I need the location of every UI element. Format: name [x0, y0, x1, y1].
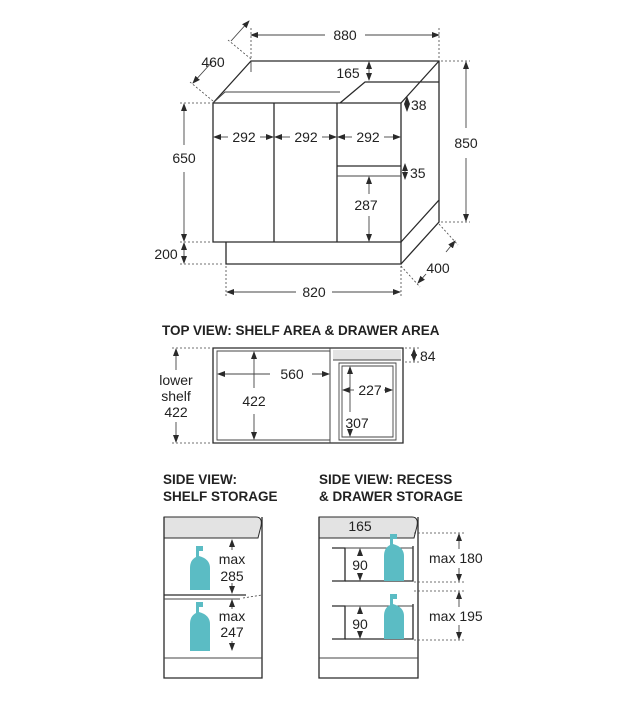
label-650: 650: [172, 150, 196, 166]
label-recess-165: 165: [348, 518, 372, 534]
label-lower-422: 422: [164, 404, 188, 420]
side-shelf-cabinet: [164, 517, 262, 678]
label-560: 560: [280, 366, 304, 382]
label-door-2: 292: [294, 129, 318, 145]
top-view-title: TOP VIEW: SHELF AREA & DRAWER AREA: [162, 323, 440, 338]
label-max-upper: max: [218, 551, 246, 567]
dimension-kick-200: [154, 243, 224, 264]
label-880: 880: [333, 27, 357, 43]
dimension-height-850: [441, 61, 478, 222]
label-307: 307: [345, 415, 369, 431]
dimension-max-180: [414, 533, 483, 582]
dimension-recess-165-side: [348, 518, 372, 534]
label-200: 200: [154, 246, 178, 262]
dimension-shelf-560: [218, 366, 329, 382]
label-84: 84: [420, 348, 436, 364]
side-drawer-title-2: & DRAWER STORAGE: [319, 489, 463, 504]
label-max-180: max 180: [429, 550, 483, 566]
dimension-kick-820: [226, 266, 401, 300]
bottle-icon: [190, 546, 210, 590]
label-door-3: 292: [356, 129, 380, 145]
label-820: 820: [302, 284, 326, 300]
dimension-shelf-422: [242, 352, 266, 439]
dimension-width-880: [251, 27, 439, 58]
dimension-max-247: [219, 600, 245, 650]
dimension-recess-165: [336, 62, 369, 81]
label-shelf: shelf: [161, 388, 191, 404]
dimension-inner-90-lower: [352, 607, 368, 638]
dimension-lower-shelf: [159, 348, 211, 443]
dimension-drawer-gap-35: [405, 164, 426, 181]
side-shelf-title-1: SIDE VIEW:: [163, 472, 238, 487]
label-90-upper: 90: [352, 557, 368, 573]
cabinet-front-view: [213, 61, 439, 264]
side-drawer-cabinet: [319, 517, 418, 678]
dimension-inner-90-upper: [352, 549, 368, 580]
label-38: 38: [411, 97, 427, 113]
label-shelf-422: 422: [242, 393, 266, 409]
dimension-drawer-307: [345, 367, 369, 436]
label-door-1: 292: [232, 129, 256, 145]
dimension-height-650: [172, 103, 211, 242]
bottle-icon: [384, 594, 404, 639]
label-max-195: max 195: [429, 608, 483, 624]
dimension-door-widths: [214, 129, 400, 145]
label-lower: lower: [159, 372, 193, 388]
label-400: 400: [426, 260, 450, 276]
label-247: 247: [220, 624, 244, 640]
side-shelf-title-2: SHELF STORAGE: [163, 489, 278, 504]
label-460: 460: [201, 54, 225, 70]
label-285: 285: [220, 568, 244, 584]
label-227: 227: [358, 382, 382, 398]
dimension-max-195: [414, 591, 483, 640]
dimension-offset-84: [405, 348, 436, 364]
dimension-drawer-287: [354, 177, 378, 241]
dimension-depth-460: [190, 21, 251, 101]
label-max-lower: max: [218, 608, 246, 624]
label-165: 165: [336, 65, 360, 81]
label-850: 850: [454, 135, 478, 151]
side-drawer-title-1: SIDE VIEW: RECESS: [319, 472, 453, 487]
dimension-max-285: [219, 540, 245, 593]
label-35: 35: [410, 165, 426, 181]
label-287: 287: [354, 197, 378, 213]
bottle-icon: [190, 602, 210, 651]
bottle-icon: [384, 534, 404, 581]
label-90-lower: 90: [352, 616, 368, 632]
dimension-top-gap-38: [407, 97, 427, 113]
